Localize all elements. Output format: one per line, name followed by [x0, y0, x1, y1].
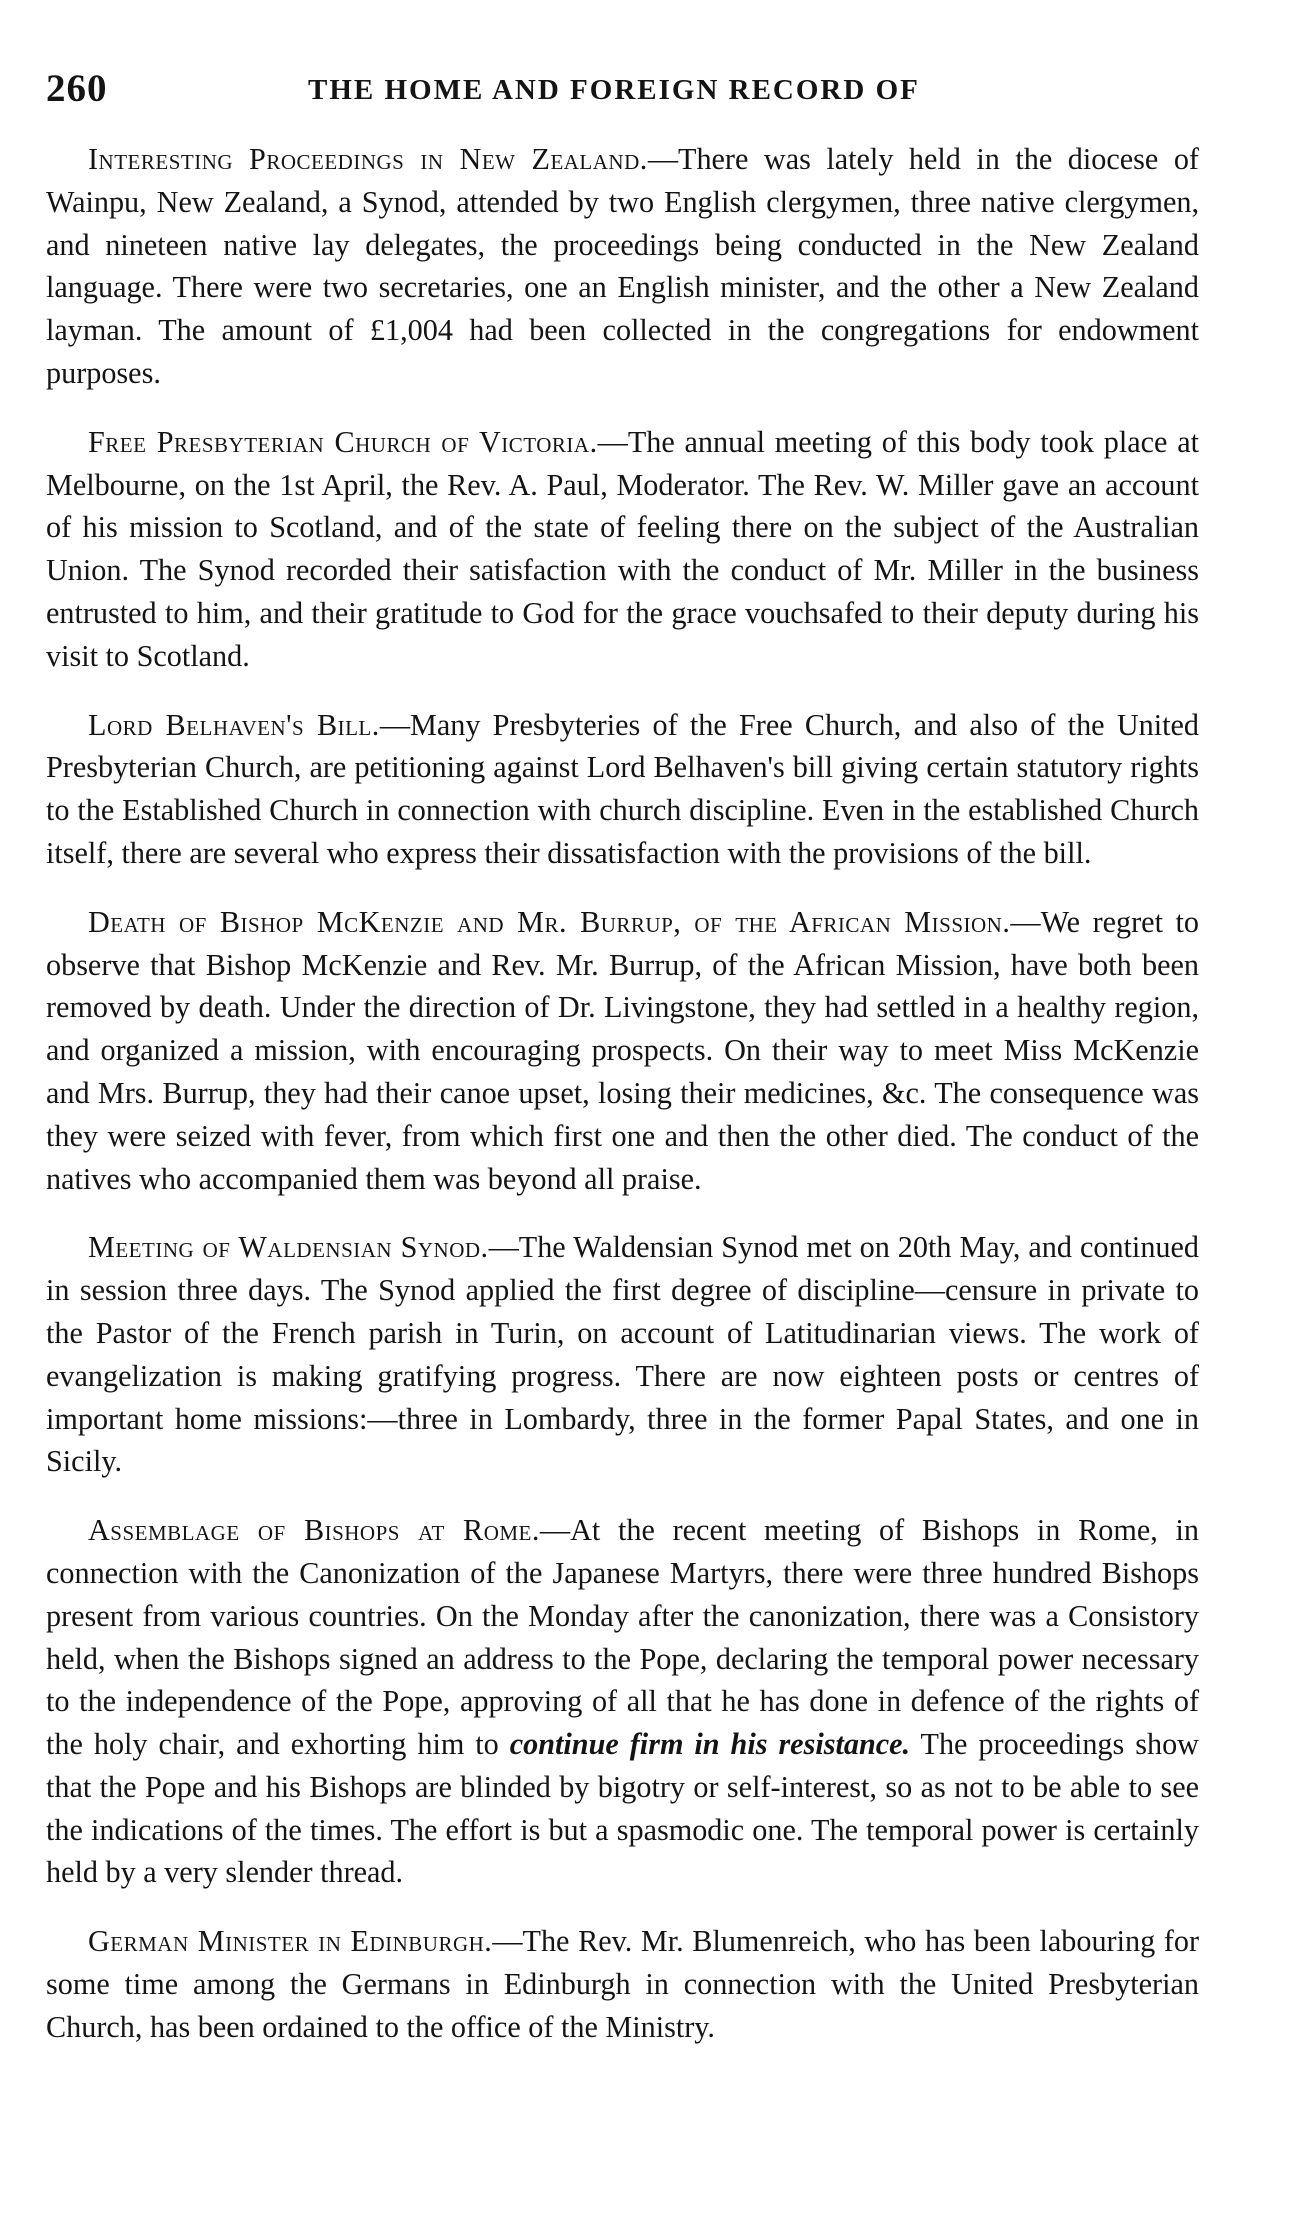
- running-head: THE HOME AND FOREIGN RECORD OF: [308, 74, 920, 106]
- article-victoria: [46, 421, 1199, 678]
- article-emphasis: continue firm in his resistance.: [509, 1727, 911, 1762]
- article-new-zealand: [46, 138, 1199, 395]
- article-heading: Free Presbyterian Church of Victoria.: [88, 424, 598, 459]
- page-header: [46, 60, 1199, 108]
- article-german-minister: [46, 1920, 1199, 2048]
- article-heading: Interesting Proceedings in New Zealand.: [88, 142, 648, 176]
- article-list: [46, 138, 1199, 2049]
- article-heading: Meeting of Waldensian Synod.: [88, 1230, 489, 1265]
- article-heading: Assemblage of Bishops at Rome.: [88, 1513, 540, 1548]
- article-text: —The Waldensian Synod met on 20th May, and continued in session three days. The Synod applied the first degree of discipline—censure in private to the Pastor of the French parish in Turin, on account of Latitudinarian views. The work of evangelization is making gratifying progress. There are now eighteen posts or centres of important home missions:—three in Lombardy, three in the former Papal States, and one in Sicily.: [46, 1230, 1200, 1479]
- article-text: —Many Presbyteries of the Free Church, and also of the United Presbyterian Church, are petitioning against Lord Belhaven's bill giving certain statutory rights to the Established Church in connection with church discipline. Even in the established Church itself, there are several who express their dissatisfaction with the provisions of the bill.: [46, 707, 1199, 870]
- article-african-mission: [46, 901, 1199, 1201]
- article-text: —We regret to observe that Bishop McKenzie and Rev. Mr. Burrup, of the African Mission, have both been removed by death. Under the direction of Dr. Livingstone, they had settled in a healthy region, and organized a mission, with encouraging prospects. On their way to meet Miss McKenzie and Mrs. Burrup, they had their canoe upset, losing their medicines, &c. The consequence was they were seized with fever, from which first one and then the other died. The conduct of the natives who accompanied them was beyond all praise.: [46, 904, 1199, 1196]
- article-heading: German Minister in Edinburgh.: [88, 1924, 493, 1959]
- article-text: The proceedings show that the Pope and his Bishops are blinded by bigotry or self-interest, so as not to be able to see the indications of the times. The effort is but a spasmodic one. The temporal power is certainly held by a very slender thread.: [46, 1727, 1199, 1890]
- article-waldensian-synod: [46, 1226, 1199, 1483]
- article-text: —At the recent meeting of Bishops in Rome, in connection with the Canonization of the Japanese Martyrs, there were three hundred Bishops present from various countries. On the Monday after the canonization, there was a Consistory held, when the Bishops signed an address to the Pope, declaring the temporal power necessary to the independence of the Pope, approving of all that he has done in defence of the rights of the holy chair, and exhorting him to: [46, 1513, 1199, 1762]
- article-heading: Lord Belhaven's Bill.: [88, 707, 380, 742]
- article-text: —There was lately held in the diocese of Wainpu, New Zealand, a Synod, attended by two English clergymen, three native clergymen, and nineteen native lay delegates, the proceedings being conducted in the New Zealand language. There were two secretaries, one an English minister, and the other a New Zealand layman. The amount of £1,004 had been collected in the congregations for endowment purposes.: [46, 142, 1199, 390]
- article-text: —The annual meeting of this body took place at Melbourne, on the 1st April, the Rev. A. Paul, Moderator. The Rev. W. Miller gave an account of his mission to Scotland, and of the state of feeling there on the subject of the Australian Union. The Synod recorded their satisfaction with the conduct of Mr. Miller in the business entrusted to him, and their gratitude to God for the grace vouchsafed to their deputy during his visit to Scotland.: [46, 424, 1199, 673]
- article-belhaven-bill: [46, 704, 1199, 875]
- article-bishops-rome: [46, 1509, 1199, 1894]
- article-heading: Death of Bishop McKenzie and Mr. Burrup, of the African Mission.: [88, 904, 1011, 939]
- page-number: 260: [46, 67, 108, 110]
- article-text: —The Rev. Mr. Blumenreich, who has been labouring for some time among the Germans in Edinburgh in connection with the United Presbyterian Church, has been ordained to the office of the Ministry.: [46, 1924, 1199, 2044]
